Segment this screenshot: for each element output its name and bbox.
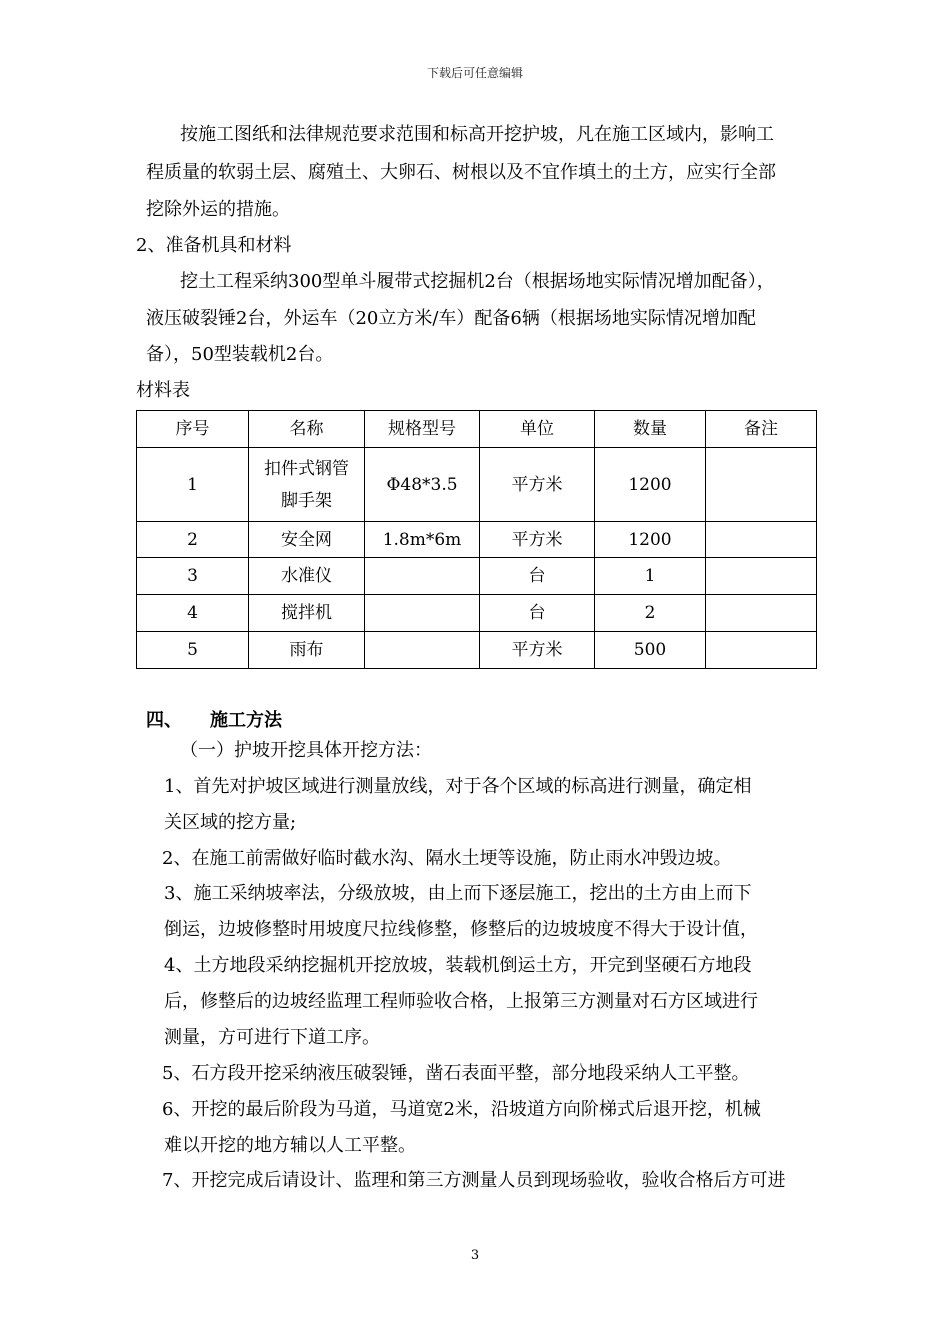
cell-name: 雨布 [249,632,365,669]
cell-unit: 台 [480,558,595,595]
heading-prepare: 2、准备机具和材料 [136,235,292,256]
cell-spec [365,632,480,669]
step-line: 倒运，边坡修整时用坡度尺拉线修整，修整后的边坡坡度不得大于设计值， [164,919,758,940]
cell-qty: 1 [595,558,706,595]
cell-note [706,448,817,522]
cell-spec [365,595,480,632]
col-header-no: 序号 [137,411,249,448]
cell-name-line-2: 脚手架 [281,490,332,511]
table-row [137,448,817,522]
para2-line-2: 液压破裂锤2台，外运车（20立方米/车）配备6辆（根据场地实际情况增加配 [146,308,756,329]
cell-name: 水准仪 [249,558,365,595]
cell-qty: 1200 [595,522,706,558]
step-line: 2、在施工前需做好临时截水沟、隔水土埂等设施，防止雨水冲毁边坡。 [162,848,732,869]
para1-line-2: 程质量的软弱土层、腐殖土、大卵石、树根以及不宜作填土的土方，应实行全部 [146,162,776,183]
table-row [137,595,817,632]
cell-qty: 2 [595,595,706,632]
section-heading [146,706,282,732]
table-row [137,558,817,595]
step-line: 关区域的挖方量; [164,812,297,833]
step-line: 1、首先对护坡区域进行测量放线，对于各个区域的标高进行测量，确定相 [164,776,752,797]
cell-unit: 台 [480,595,595,632]
step-line: 3、施工采纳坡率法，分级放坡，由上而下逐层施工，挖出的土方由上而下 [164,883,752,904]
cell-no: 4 [137,595,249,632]
step-line: 5、石方段开挖采纳液压破裂锤，凿石表面平整，部分地段采纳人工平整。 [162,1063,750,1084]
col-header-name: 名称 [249,411,365,448]
table-row [137,632,817,669]
col-header-unit: 单位 [480,411,595,448]
table-header-row [137,411,817,448]
cell-name-line-1: 扣件式钢管 [264,458,349,479]
cell-name [249,448,365,522]
cell-unit: 平方米 [480,522,595,558]
cell-note [706,595,817,632]
page-header: 下载后可任意编辑 [426,66,523,80]
cell-unit: 平方米 [480,448,595,522]
table-title: 材料表 [136,380,190,401]
cell-qty: 1200 [595,448,706,522]
cell-note [706,558,817,595]
subheading-method: （一）护坡开挖具体开挖方法： [180,740,432,761]
materials-table [136,410,817,669]
step-line: 后，修整后的边坡经监理工程师验收合格，上报第三方测量对石方区域进行 [164,991,758,1012]
cell-note [706,632,817,669]
cell-no: 3 [137,558,249,595]
page-number: 3 [470,1248,480,1263]
step-line: 4、土方地段采纳挖掘机开挖放坡，装载机倒运土方，开完到坚硬石方地段 [164,955,752,976]
section-number: 四、 [146,710,182,731]
cell-spec [365,558,480,595]
para2-line-1: 挖土工程采纳300型单斗履带式挖掘机2台（根据场地实际情况增加配备）， [180,271,775,292]
step-line: 难以开挖的地方辅以人工平整。 [164,1135,416,1156]
step-line: 7、开挖完成后请设计、监理和第三方测量人员到现场验收，验收合格后方可进 [162,1170,786,1191]
cell-name: 搅拌机 [249,595,365,632]
cell-spec: Φ48*3.5 [365,448,480,522]
section-title: 施工方法 [210,710,282,731]
cell-no: 1 [137,448,249,522]
para1-line-1: 按施工图纸和法律规范要求范围和标高开挖护坡，凡在施工区域内，影响工 [180,124,774,145]
col-header-spec: 规格型号 [365,411,480,448]
para1-line-3: 挖除外运的措施。 [146,199,290,220]
cell-name: 安全网 [249,522,365,558]
cell-note [706,522,817,558]
cell-spec: 1.8m*6m [365,522,480,558]
cell-no: 2 [137,522,249,558]
col-header-note: 备注 [706,411,817,448]
para2-line-3: 备），50型装载机2台。 [146,344,334,365]
table-row [137,522,817,558]
cell-no: 5 [137,632,249,669]
col-header-qty: 数量 [595,411,706,448]
step-line: 6、开挖的最后阶段为马道，马道宽2米，沿坡道方向阶梯式后退开挖，机械 [162,1099,761,1120]
step-line: 测量，方可进行下道工序。 [164,1027,380,1048]
cell-qty: 500 [595,632,706,669]
cell-unit: 平方米 [480,632,595,669]
